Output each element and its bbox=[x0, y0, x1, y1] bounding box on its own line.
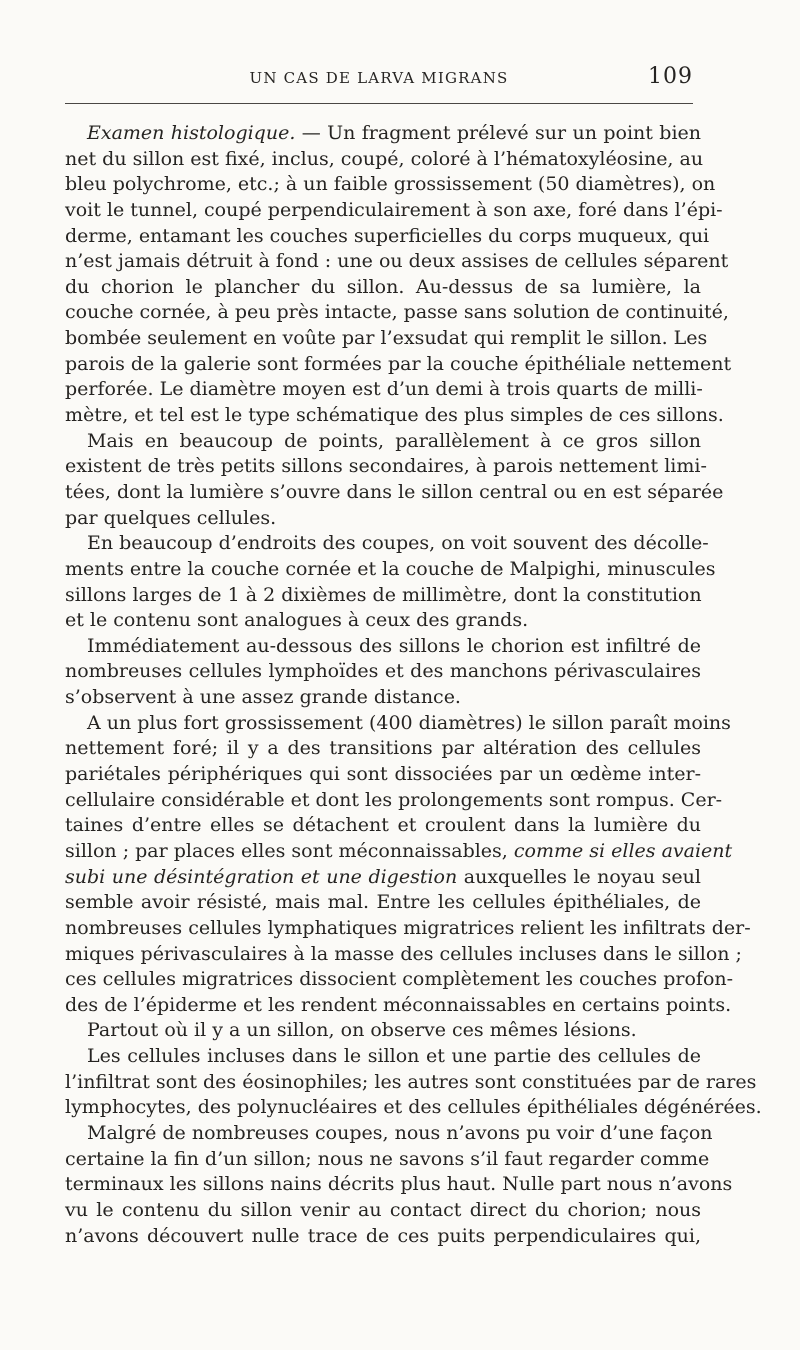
line-text: sillons larges de 1 à 2 dixièmes de millimètre, dont la constitution bbox=[65, 583, 702, 606]
line-text: bombée seulement en voûte par l’exsudat qui remplit le sillon. Les bbox=[65, 327, 708, 350]
line-text: Les cellules incluses dans le sillon et une partie des cellules de bbox=[87, 1045, 701, 1068]
line-text: nombreuses cellules lymphoïdes et des manchons périvasculaires bbox=[65, 660, 701, 683]
text-line bbox=[65, 813, 701, 839]
line-text: mètre, et tel est le type schématique des plus simples de ces sillons. bbox=[65, 404, 724, 427]
text-line bbox=[65, 454, 707, 480]
text-line bbox=[65, 1018, 701, 1044]
text-line bbox=[65, 865, 701, 891]
line-text: En beaucoup d’endroits des coupes, on voit souvent des décolle- bbox=[87, 532, 709, 555]
text-line bbox=[65, 557, 716, 583]
text-line bbox=[65, 480, 724, 506]
line-text: terminaux les sillons nains décrits plus haut. Nulle part nous n’avons bbox=[65, 1173, 733, 1196]
text-line bbox=[65, 1044, 701, 1070]
line-text: Malgré de nombreuses coupes, nous n’avons pu voir d’une façon bbox=[87, 1121, 713, 1144]
line-text: s’observent à une assez grande distance. bbox=[65, 686, 461, 709]
text-line bbox=[65, 403, 724, 429]
line-text: perforée. Le diamètre moyen est d’un demi à trois quarts de milli- bbox=[65, 378, 703, 401]
text-line bbox=[65, 583, 701, 609]
line-text: couche cornée, à peu près intacte, passe sans solution de continuité, bbox=[65, 301, 729, 324]
line-text: net du sillon est fixé, inclus, coupé, coloré à l’hématoxyléosine, au bbox=[65, 147, 704, 170]
text-line bbox=[65, 762, 701, 788]
text-line bbox=[65, 352, 732, 378]
running-title: UN CAS DE LARVA MIGRANS bbox=[249, 69, 509, 87]
body-text bbox=[65, 121, 762, 1249]
line-text: cellulaire considérable et dont les prolongements sont rompus. Cer- bbox=[65, 788, 723, 811]
line-text: Immédiatement au-dessous des sillons le chorion est infiltré de bbox=[87, 634, 701, 657]
line-text: nettement foré; il y a des transitions par altération des cellules bbox=[65, 737, 701, 760]
text-line bbox=[65, 326, 708, 352]
text-line bbox=[65, 121, 701, 147]
line-text: auxquelles le noyau seul bbox=[457, 865, 701, 888]
page-header bbox=[65, 62, 693, 94]
line-text: semble avoir résisté, mais mal. Entre les cellules épithéliales, de bbox=[65, 891, 701, 914]
text-line bbox=[65, 249, 729, 275]
line-text: derme, entamant les couches superficielles du corps muqueux, qui bbox=[65, 224, 710, 247]
line-text: vu le contenu du sillon venir au contact direct du chorion; nous bbox=[65, 1198, 701, 1221]
text-line bbox=[65, 1198, 701, 1224]
text-line bbox=[65, 1070, 757, 1096]
line-text: l’infiltrat sont des éosinophiles; les autres sont constituées par de rares bbox=[65, 1070, 757, 1093]
line-text: Partout où il y a un sillon, on observe ces mêmes lésions. bbox=[87, 1019, 637, 1042]
line-text: Mais en beaucoup de points, parallèlement à ce gros sillon bbox=[87, 429, 701, 452]
text-line bbox=[65, 198, 723, 224]
line-text: n’est jamais détruit à fond : une ou deux assises de cellules séparent bbox=[65, 250, 729, 273]
text-line bbox=[65, 1224, 701, 1250]
line-text: existent de très petits sillons secondaires, à parois nettement limi- bbox=[65, 455, 707, 478]
text-line bbox=[65, 711, 731, 737]
text-line bbox=[65, 993, 732, 1019]
text-line bbox=[65, 1172, 733, 1198]
text-line bbox=[65, 1121, 713, 1147]
text-line bbox=[65, 429, 701, 455]
line-text: lymphocytes, des polynucléaires et des cellules épithéliales dégénérées. bbox=[65, 1096, 762, 1119]
line-text: certaine la fin d’un sillon; nous ne savons s’il faut regarder comme bbox=[65, 1147, 710, 1170]
text-line bbox=[65, 377, 701, 403]
line-text: ments entre la couche cornée et la couche de Malpighi, minuscules bbox=[65, 557, 716, 580]
text-line bbox=[65, 788, 723, 814]
line-text: et le contenu sont analogues à ceux des grands. bbox=[65, 609, 529, 632]
italic-span: subi une désintégration et une digestion bbox=[65, 865, 458, 888]
text-line bbox=[65, 172, 716, 198]
line-text: nombreuses cellules lymphatiques migratrices relient les infiltrats der- bbox=[65, 916, 751, 939]
line-text: taines d’entre elles se détachent et croulent dans la lumière du bbox=[65, 814, 701, 837]
text-line bbox=[65, 531, 709, 557]
text-line bbox=[65, 839, 733, 865]
line-text: parois de la galerie sont formées par la couche épithéliale nettement bbox=[65, 352, 732, 375]
line-text: par quelques cellules. bbox=[65, 506, 277, 529]
header-rule bbox=[65, 103, 693, 104]
line-text: des de l’épiderme et les rendent méconnaissables en certains points. bbox=[65, 993, 732, 1016]
line-text: ces cellules migratrices dissocient complètement les couches profon- bbox=[65, 968, 734, 991]
text-line bbox=[65, 685, 701, 711]
line-text: du chorion le plancher du sillon. Au-dessus de sa lumière, la bbox=[65, 275, 701, 298]
text-line bbox=[65, 1147, 710, 1173]
text-line bbox=[65, 890, 701, 916]
italic-span: Examen histologique. bbox=[87, 122, 296, 144]
text-line bbox=[65, 1095, 762, 1121]
line-text: sillon ; par places elles sont méconnaissables, bbox=[65, 839, 508, 862]
line-text: A un plus fort grossissement (400 diamètres) le sillon paraît moins bbox=[87, 711, 731, 734]
text-line bbox=[65, 736, 701, 762]
text-line bbox=[65, 659, 701, 685]
text-line bbox=[65, 224, 710, 250]
line-text: n’avons découvert nulle trace de ces puits perpendiculaires qui, bbox=[65, 1224, 701, 1247]
line-text: voit le tunnel, coupé perpendiculairement à son axe, foré dans l’épi- bbox=[65, 198, 723, 221]
italic-span: comme si elles avaient bbox=[507, 839, 733, 862]
line-text: miques périvasculaires à la masse des cellules incluses dans le sillon ; bbox=[65, 942, 742, 965]
text-line bbox=[65, 147, 704, 173]
text-line bbox=[65, 634, 701, 660]
line-text: bleu polychrome, etc.; à un faible grossissement (50 diamètres), on bbox=[65, 173, 716, 196]
line-text: pariétales périphériques qui sont dissociées par un œdème inter- bbox=[65, 763, 701, 786]
text-line bbox=[65, 967, 734, 993]
page-number: 109 bbox=[648, 64, 693, 89]
text-line bbox=[65, 916, 751, 942]
line-text: — Un fragment prélevé sur un point bien bbox=[295, 122, 702, 144]
line-text: tées, dont la lumière s’ouvre dans le sillon central ou en est séparée bbox=[65, 480, 724, 503]
text-line bbox=[65, 275, 701, 301]
text-line bbox=[65, 608, 701, 634]
text-line bbox=[65, 506, 701, 532]
text-line bbox=[65, 942, 742, 968]
text-line bbox=[65, 300, 729, 326]
